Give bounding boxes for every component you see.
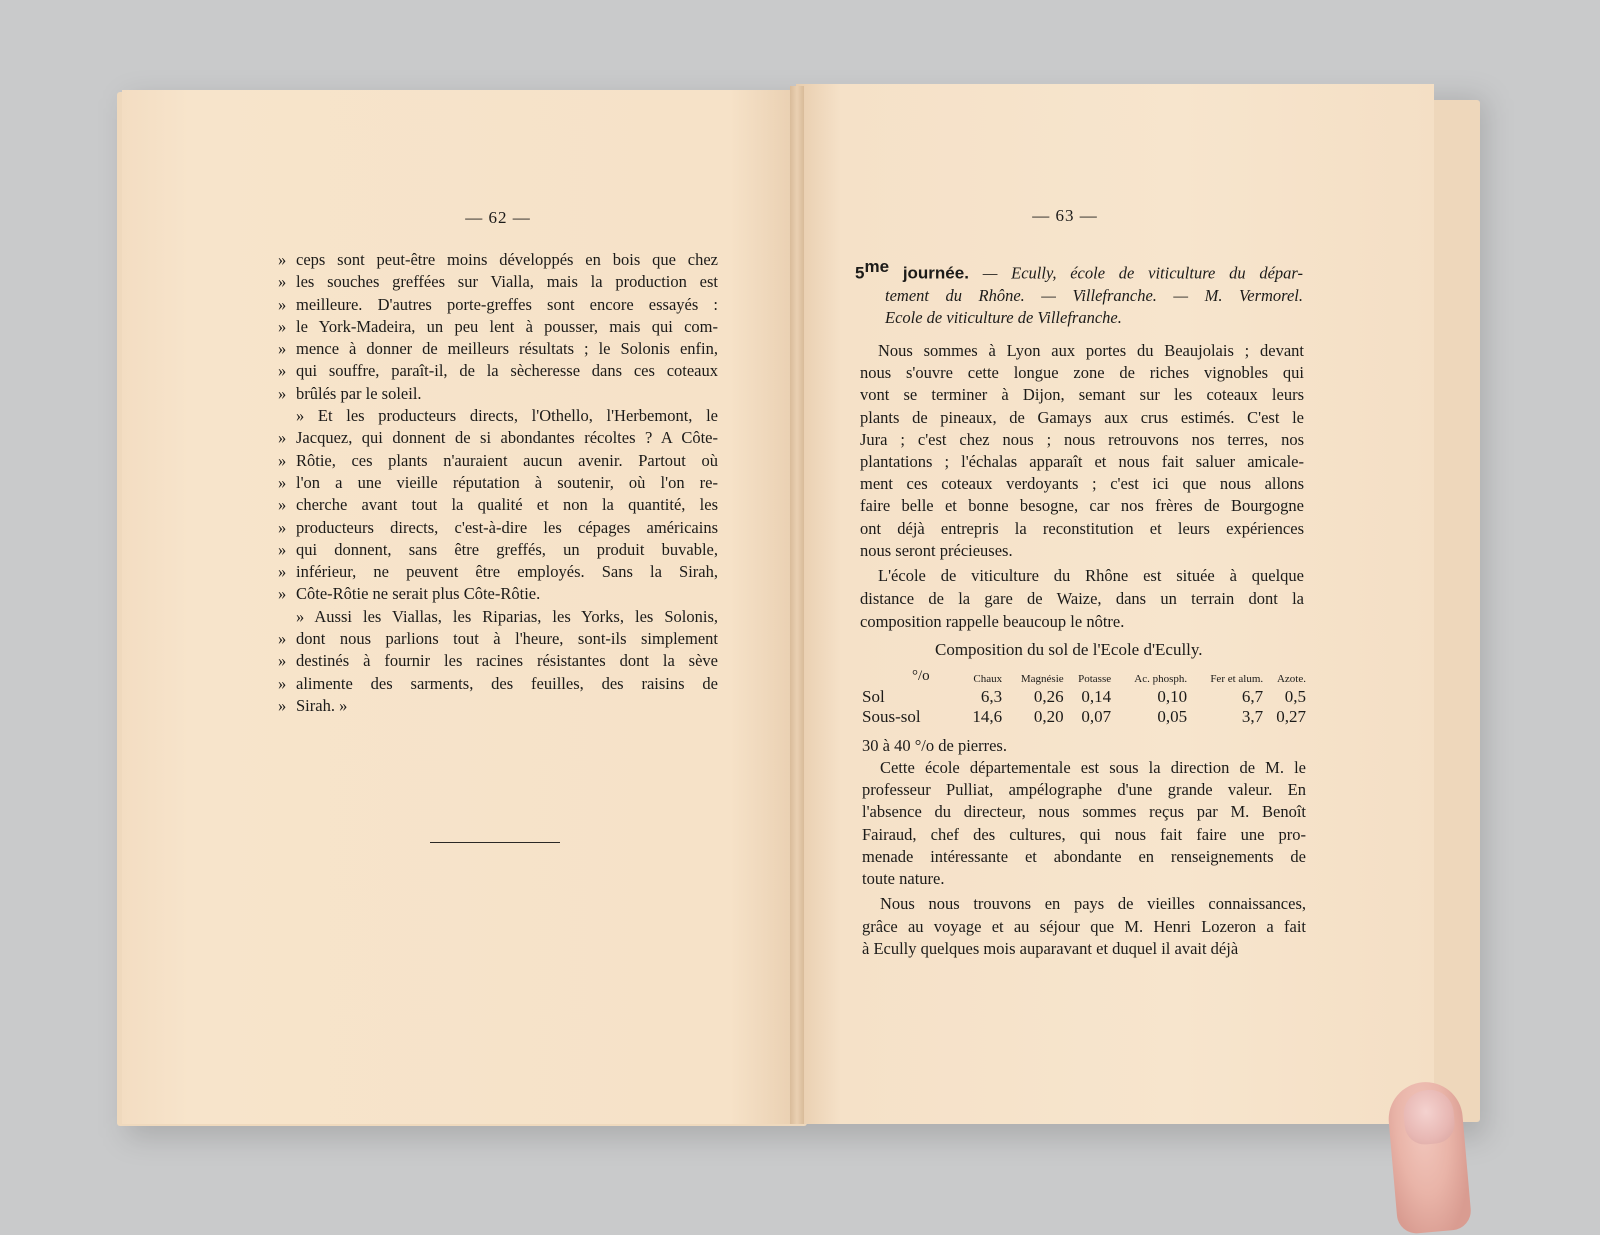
- quote-mark: »: [278, 339, 287, 359]
- text-line: [278, 628, 718, 650]
- line-text: dont nous parlions tout à l'heure, sont-ils simplement: [296, 629, 718, 649]
- table-cell: 0,27: [1276, 707, 1306, 726]
- line-text: Sirah. »: [296, 695, 348, 715]
- table-row: [862, 707, 1306, 727]
- section-rule: [430, 842, 560, 843]
- quote-mark: »: [278, 294, 287, 314]
- line-text: l'on a une vieille réputation à soutenir, où l'on re-: [296, 472, 718, 492]
- text-line: Nous nous trouvons en pays de vieilles connaissances,: [880, 894, 1306, 913]
- column-header: Magnésie: [1020, 673, 1064, 685]
- heading-line3: Ecole de viticulture de Villefranche.: [885, 307, 1122, 327]
- quote-mark: »: [278, 428, 287, 448]
- text-line: [278, 472, 718, 494]
- table-row: [862, 687, 1306, 707]
- row-label: Sol: [862, 687, 885, 706]
- line-text: ceps sont peut-être moins développés en bois que chez: [296, 250, 718, 269]
- line-text: destinés à fournir les racines résistantes dont la sève: [296, 651, 718, 671]
- paragraph-4: [862, 893, 1306, 961]
- quote-mark: »: [278, 450, 287, 470]
- text-line: à Ecully quelques mois auparavant et duquel il avait déjà: [862, 939, 1239, 958]
- column-header: Chaux: [973, 673, 1003, 685]
- text-line: [278, 271, 718, 293]
- text-line: [278, 695, 718, 717]
- quote-mark: »: [278, 316, 287, 336]
- column-header: Ac. phosph.: [1134, 673, 1188, 685]
- heading-superscript: me: [864, 257, 890, 276]
- chapter-heading: [855, 256, 1303, 329]
- text-line: l'absence du directeur, nous sommes reçus par M. Benoît: [862, 802, 1306, 822]
- line-text: Côte-Rôtie ne serait plus Côte-Rôtie.: [296, 584, 541, 604]
- row-label: Sous-sol: [862, 707, 921, 726]
- text-line: [278, 405, 718, 427]
- column-header: Azote.: [1276, 673, 1306, 685]
- text-line: nous seront précieuses.: [860, 540, 1013, 560]
- line-text: meilleure. D'autres porte-greffes sont encore essayés :: [296, 294, 718, 314]
- text-line: [278, 606, 718, 628]
- quote-mark: »: [278, 495, 287, 515]
- text-line: [278, 360, 718, 382]
- table-caption: Composition du sol de l'Ecole d'Ecully.: [935, 640, 1203, 659]
- line-text: Jacquez, qui donnent de si abondantes récoltes ? A Côte-: [296, 428, 718, 448]
- paragraph-3: [862, 757, 1306, 890]
- quote-mark: »: [278, 584, 287, 604]
- table-header-row: [862, 668, 1306, 687]
- line-text: alimente des sarments, des feuilles, des raisins de: [296, 673, 718, 693]
- quote-mark: »: [278, 272, 287, 292]
- table-cell: 0,20: [1033, 707, 1064, 726]
- right-page-number: — 63 —: [1032, 206, 1098, 225]
- line-text: mence à donner de meilleurs résultats ; le Solonis enfin,: [296, 339, 718, 359]
- quote-mark: »: [278, 673, 287, 693]
- percent-symbol: °/o: [912, 668, 930, 684]
- heading-line1: — Ecully, école de viticulture du dépar-: [968, 263, 1303, 283]
- text-line: [278, 338, 718, 360]
- heading-number: 5: [855, 263, 865, 283]
- line-text: » Aussi les Viallas, les Riparias, les Yorks, les Solonis,: [296, 606, 718, 626]
- quote-mark: »: [278, 651, 287, 671]
- text-line: Nous sommes à Lyon aux portes du Beaujolais ; devant: [878, 341, 1304, 360]
- heading-word: journée.: [902, 263, 969, 283]
- quote-mark: »: [278, 539, 287, 559]
- text-line: ont déjà entrepris la reconstitution et leurs expériences: [860, 518, 1304, 538]
- table-note: 30 à 40 °/o de pierres.: [862, 736, 1007, 755]
- text-line: [278, 583, 718, 605]
- table-cell: 0,14: [1081, 687, 1112, 706]
- column-header: Fer et alum.: [1210, 673, 1264, 685]
- line-text: cherche avant tout la qualité et non la quantité, les: [296, 495, 718, 515]
- soil-composition-table: [862, 668, 1306, 727]
- text-line: menade intéressante et abondante en renseignements de: [862, 846, 1306, 866]
- text-line: ment ces coteaux verdoyants ; c'est ici que nous allons: [860, 474, 1304, 494]
- line-text: qui souffre, paraît-il, de la sècheresse dans ces coteaux: [296, 361, 718, 381]
- text-line: [278, 561, 718, 583]
- table-cell: 6,7: [1241, 687, 1264, 706]
- table-cell: 6,3: [980, 687, 1003, 706]
- text-line: composition rappelle beaucoup le nôtre.: [860, 612, 1125, 631]
- line-text: brûlés par le soleil.: [296, 383, 422, 403]
- quote-mark: »: [278, 472, 287, 492]
- quote-mark: »: [278, 361, 287, 381]
- text-line: toute nature.: [862, 869, 945, 889]
- line-text: producteurs directs, c'est-à-dire les cépages américains: [296, 517, 718, 537]
- text-line: distance de la gare de Waize, dans un terrain dont la: [860, 589, 1304, 608]
- table-cell: 0,5: [1284, 687, 1306, 706]
- heading-line2: tement du Rhône. — Villefranche. — M. Vermorel.: [885, 285, 1303, 305]
- line-text: inférieur, ne peuvent être employés. Sans la Sirah,: [296, 562, 718, 582]
- text-line: faire belle et bonne besogne, car nos frères de Bourgogne: [860, 496, 1304, 516]
- line-text: qui donnent, sans être greffés, un produit buvable,: [296, 539, 718, 559]
- table-cell: 3,7: [1241, 707, 1264, 726]
- table-cell: 0,07: [1081, 707, 1112, 726]
- text-line: L'école de viticulture du Rhône est située à quelque: [878, 566, 1304, 585]
- text-line: Cette école départementale est sous la direction de M. le: [880, 758, 1306, 777]
- line-text: » Et les producteurs directs, l'Othello, l'Herbemont, le: [296, 406, 718, 426]
- paragraph-1: [860, 340, 1304, 562]
- text-line: [278, 249, 718, 271]
- text-line: grâce au voyage et au séjour que M. Henri Lozeron a fait: [862, 916, 1306, 936]
- quote-mark: »: [278, 562, 287, 582]
- quote-mark: »: [278, 517, 287, 537]
- left-page-text: [278, 249, 718, 717]
- text-line: [278, 650, 718, 672]
- text-line: nous s'ouvre cette longue zone de riches vignobles qui: [860, 363, 1304, 383]
- quote-mark: »: [278, 629, 287, 649]
- text-line: [278, 316, 718, 338]
- text-line: [278, 517, 718, 539]
- text-line: [278, 427, 718, 449]
- table-cell: 0,10: [1157, 687, 1188, 706]
- text-line: Jura ; c'est chez nous ; nous retrouvons nos terres, nos: [860, 429, 1304, 449]
- text-line: [278, 673, 718, 695]
- left-page-number: — 62 —: [465, 208, 531, 227]
- text-line: vont se terminer à Dijon, semant sur les coteaux leurs: [860, 385, 1304, 405]
- text-line: [278, 294, 718, 316]
- line-text: les souches greffées sur Vialla, mais la production est: [296, 272, 718, 292]
- text-line: [278, 539, 718, 561]
- book-gutter: [790, 86, 804, 1124]
- line-text: Rôtie, ces plants n'auraient aucun avenir. Partout où: [296, 450, 718, 470]
- table-cell: 0,26: [1033, 687, 1064, 706]
- column-header: Potasse: [1078, 673, 1112, 685]
- quote-mark: »: [278, 250, 287, 269]
- table-cell: 0,05: [1157, 707, 1188, 726]
- quote-mark: »: [278, 383, 287, 403]
- text-line: [278, 494, 718, 516]
- text-line: plants de pineaux, de Gamays aux crus estimés. C'est le: [860, 407, 1304, 427]
- text-line: professeur Pulliat, ampélographe d'une grande valeur. En: [862, 780, 1306, 800]
- table-cell: 14,6: [972, 707, 1003, 726]
- paragraph-2: [860, 564, 1304, 633]
- text-line: plantations ; l'échalas apparaît et nous fait saluer amicale-: [860, 452, 1304, 472]
- text-line: Fairaud, chef des cultures, qui nous fait faire une pro-: [862, 824, 1306, 844]
- quote-mark: »: [278, 695, 287, 715]
- text-line: [278, 450, 718, 472]
- line-text: le York-Madeira, un peu lent à pousser, mais qui com-: [296, 316, 718, 336]
- text-line: [278, 383, 718, 405]
